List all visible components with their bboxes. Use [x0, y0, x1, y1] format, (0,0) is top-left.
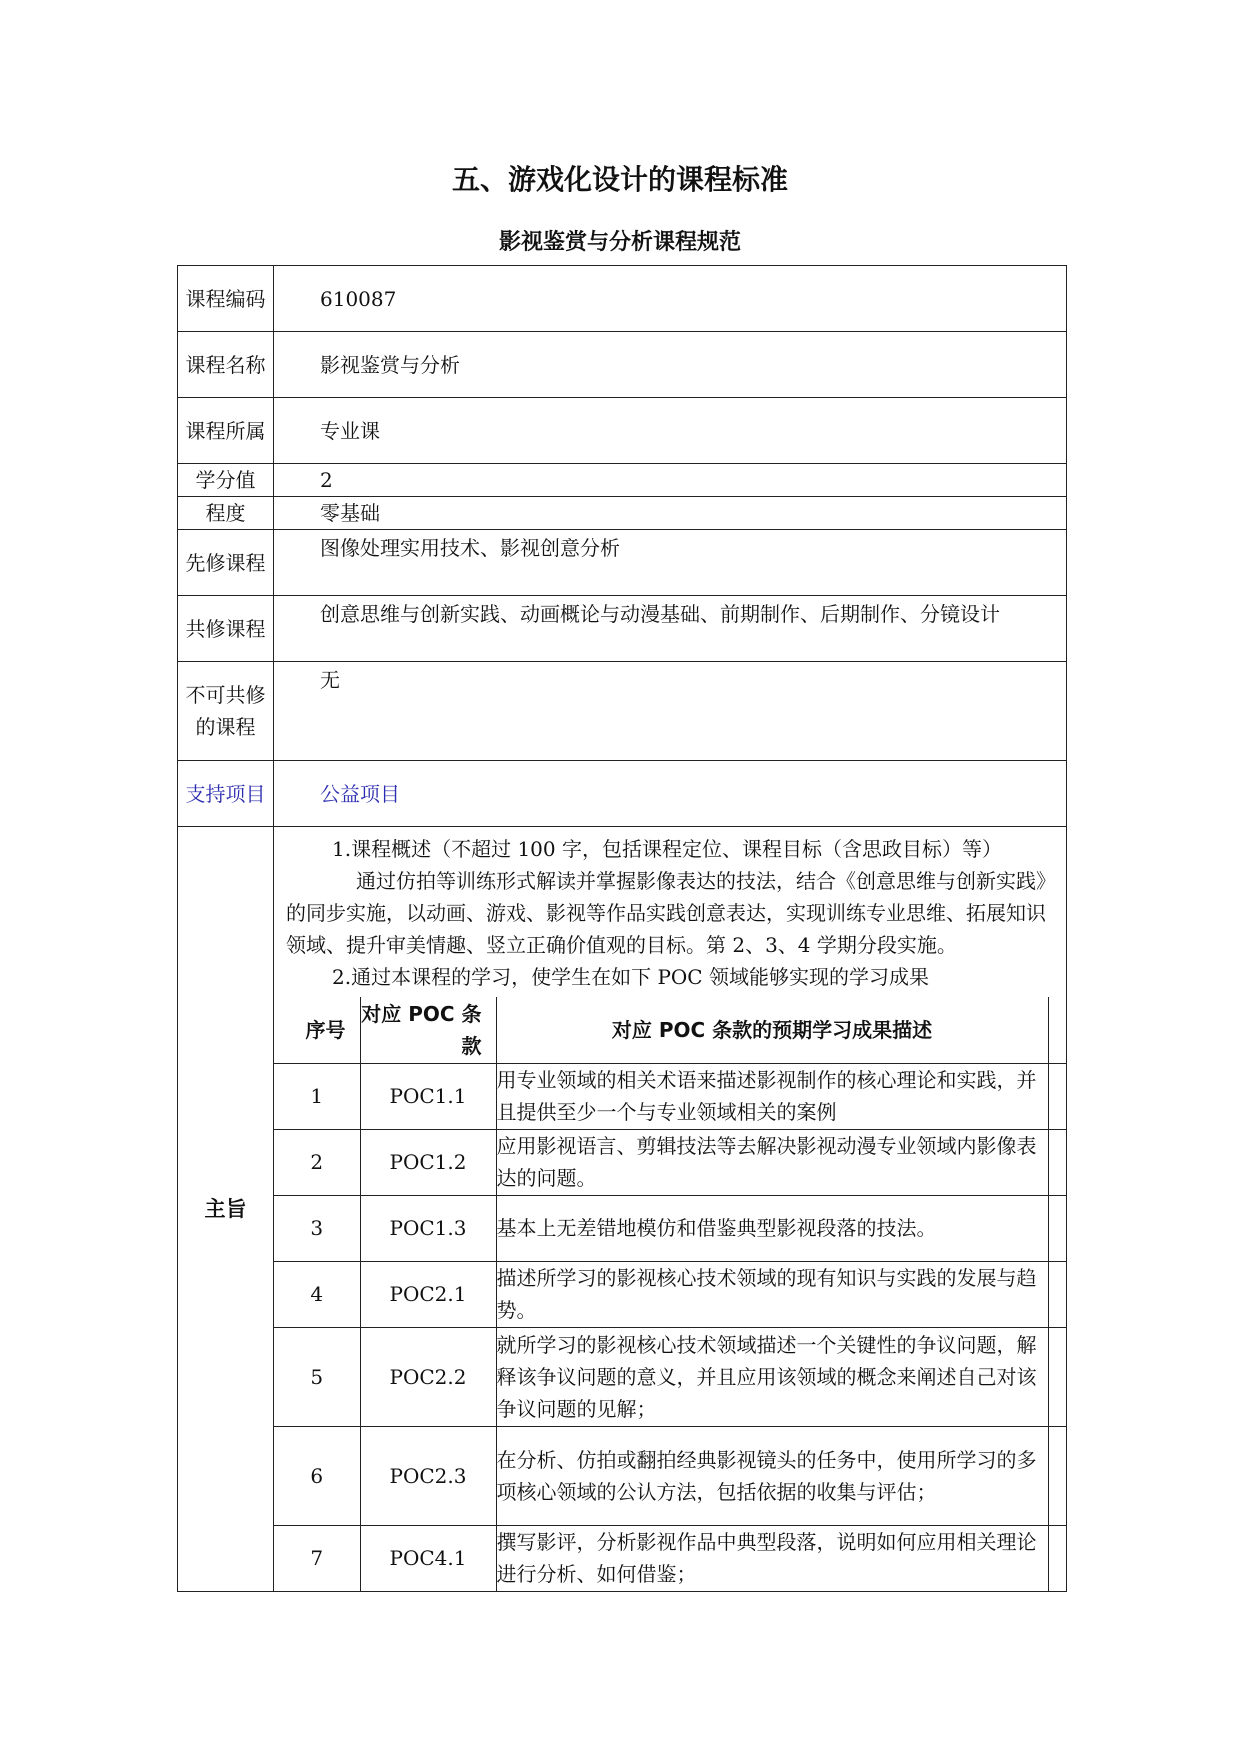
overview-heading: 1.课程概述（不超过 100 字，包括课程定位、课程目标（含思政目标）等） [332, 837, 1002, 861]
poc-clause: POC2.1 [360, 1261, 496, 1327]
label-corequisites: 共修课程 [178, 596, 274, 662]
overview-text: 通过仿拍等训练形式解读并掌握影像表达的技法，结合《创意思维与创新实践》的同步实施，以动画、游戏、影视等作品实践创意表达，实现训练专业思维、拓展知识领域、提升审美情趣、竖立正确价值观的目标。第 2、3、4 学期分段实施。 [286, 869, 1056, 957]
course-spec-table [177, 265, 1067, 1592]
row-zhuzhi [178, 827, 1067, 1592]
label-supported-project: 支持项目 [178, 761, 274, 827]
poc-desc: 用专业领域的相关术语来描述影视制作的核心理论和实践，并且提供至少一个与专业领域相关的案例 [496, 1063, 1048, 1129]
row-corequisites [178, 596, 1067, 662]
poc-no: 3 [274, 1195, 360, 1261]
table-row [274, 1261, 1067, 1327]
value-credits: 2 [320, 468, 333, 492]
poc-clause: POC1.1 [360, 1063, 496, 1129]
row-course-category [178, 398, 1067, 464]
poc-desc: 撰写影评，分析影视作品中典型段落，说明如何应用相关理论进行分析、如何借鉴； [496, 1525, 1048, 1591]
row-course-code [178, 266, 1067, 332]
row-prerequisites [178, 530, 1067, 596]
poc-desc: 应用影视语言、剪辑技法等去解决影视动漫专业领域内影像表达的问题。 [496, 1129, 1048, 1195]
label-course-code: 课程编码 [178, 266, 274, 332]
label-level: 程度 [178, 497, 274, 530]
poc-no: 4 [274, 1261, 360, 1327]
table-row [274, 1063, 1067, 1129]
label-zhuzhi: 主旨 [178, 827, 274, 1592]
poc-no: 6 [274, 1426, 360, 1525]
poc-desc: 在分析、仿拍或翻拍经典影视镜头的任务中，使用所学习的多项核心领域的公认方法，包括依据的收集与评估； [496, 1426, 1048, 1525]
poc-clause: POC4.1 [360, 1525, 496, 1591]
poc-clause: POC1.2 [360, 1129, 496, 1195]
row-course-name [178, 332, 1067, 398]
table-row [274, 1195, 1067, 1261]
value-course-category: 专业课 [320, 418, 380, 443]
row-excluded-courses [178, 662, 1067, 761]
table-row [274, 1525, 1067, 1591]
value-supported-project: 公益项目 [320, 781, 400, 806]
value-course-name: 影视鉴赏与分析 [320, 352, 460, 377]
poc-header-clause: 对应 POC 条款 [360, 997, 496, 1063]
value-course-code: 610087 [320, 286, 397, 311]
label-excluded-courses: 不可共修的课程 [178, 662, 274, 761]
page-title: 五、游戏化设计的课程标准 [451, 163, 788, 196]
poc-no: 7 [274, 1525, 360, 1591]
value-corequisites: 创意思维与创新实践、动画概论与动漫基础、前期制作、后期制作、分镜设计 [320, 602, 1000, 626]
poc-desc: 基本上无差错地模仿和借鉴典型影视段落的技法。 [496, 1195, 1048, 1261]
poc-clause: POC2.2 [360, 1327, 496, 1426]
poc-desc: 就所学习的影视核心技术领域描述一个关键性的争议问题，解释该争议问题的意义，并且应用该领域的概念来阐述自己对该争议问题的见解； [496, 1327, 1048, 1426]
poc-no: 2 [274, 1129, 360, 1195]
poc-header-no: 序号 [274, 997, 360, 1063]
value-prerequisites: 图像处理实用技术、影视创意分析 [320, 536, 620, 560]
poc-no: 5 [274, 1327, 360, 1426]
page-subtitle: 影视鉴赏与分析课程规范 [498, 230, 741, 255]
row-credits [178, 464, 1067, 497]
label-credits: 学分值 [178, 464, 274, 497]
label-prerequisites: 先修课程 [178, 530, 274, 596]
value-excluded-courses: 无 [320, 668, 340, 692]
poc-header-desc: 对应 POC 条款的预期学习成果描述 [496, 997, 1048, 1063]
poc-clause: POC2.3 [360, 1426, 496, 1525]
poc-desc: 描述所学习的影视核心技术领域的现有知识与实践的发展与趋势。 [496, 1261, 1048, 1327]
poc-clause: POC1.3 [360, 1195, 496, 1261]
table-row [274, 1327, 1067, 1426]
poc-table [274, 997, 1067, 1591]
label-course-name: 课程名称 [178, 332, 274, 398]
table-row [274, 1129, 1067, 1195]
poc-intro: 2.通过本课程的学习，使学生在如下 POC 领域能够实现的学习成果 [332, 965, 929, 989]
row-level [178, 497, 1067, 530]
value-level: 零基础 [320, 501, 380, 525]
course-overview [274, 827, 1066, 997]
table-row [274, 1426, 1067, 1525]
poc-header-row [274, 997, 1067, 1063]
label-course-category: 课程所属 [178, 398, 274, 464]
row-supported-project [178, 761, 1067, 827]
poc-no: 1 [274, 1063, 360, 1129]
